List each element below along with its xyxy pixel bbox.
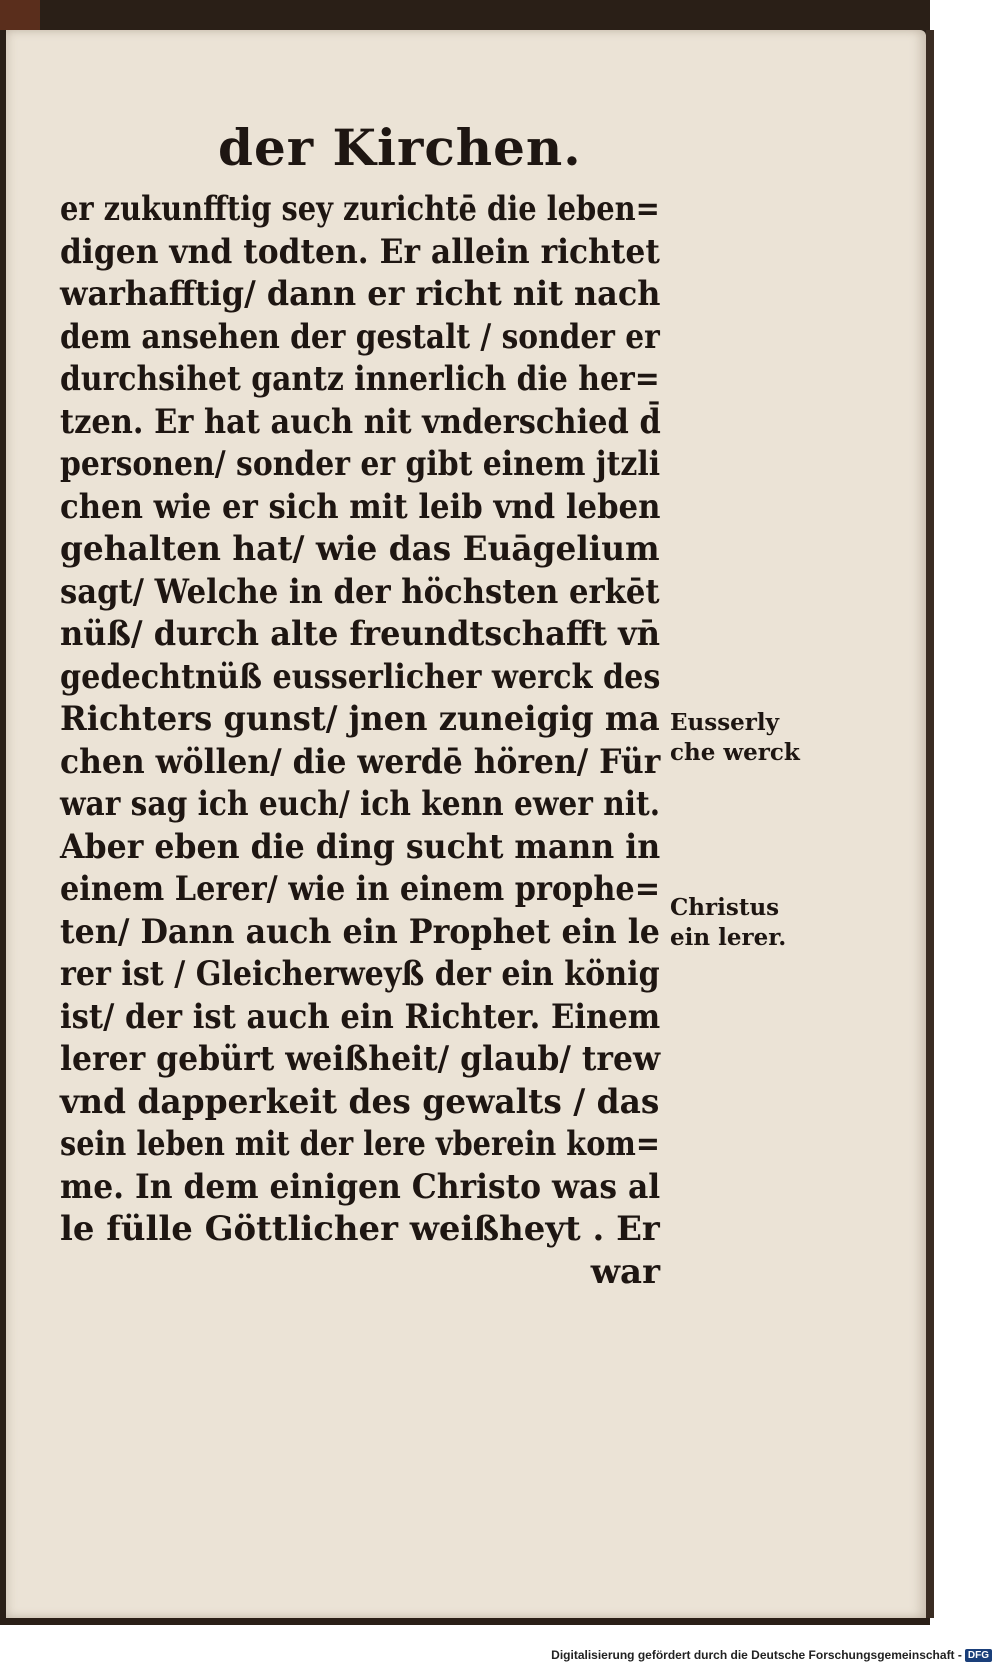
text-line: war sag ich euch/ ich kenn ewer nit.	[60, 784, 661, 824]
text-line: ten/ Dann auch ein Prophet ein le	[60, 911, 660, 952]
marginal-line: Eusserly	[670, 709, 780, 736]
body-text	[60, 188, 660, 1293]
text-line: vnd dapperkeit des gewalts / das	[60, 1081, 660, 1122]
text-line: dem ansehen der gestalt / sonder er	[60, 316, 660, 357]
marginal-note-christus-ein-lerer	[670, 893, 786, 953]
catchword: war	[590, 1251, 660, 1292]
marginal-note-eusserliche-werck	[670, 708, 800, 768]
text-line: ist/ der ist auch ein Richter. Einem	[60, 996, 661, 1037]
text-line: chen wie er sich mit leib vnd leben	[60, 486, 661, 527]
running-head: der Kirchen.	[218, 118, 582, 177]
text-line: le fülle Göttlicher weißheyt . Er	[60, 1209, 660, 1249]
text-line: gedechtnüß eusserlicher werck des	[60, 656, 661, 697]
text-line: warhafftig/ dann er richt nit nach	[60, 274, 661, 314]
text-line: Aber eben die ding sucht mann in	[60, 826, 661, 867]
text-line: einem Lerer/ wie in einem prophe=	[60, 869, 661, 909]
dfg-logo: DFG	[965, 1649, 992, 1662]
page-edge-shadow	[926, 30, 934, 1618]
text-line: er zukunfftig sey zurichtē die leben=	[60, 189, 660, 229]
text-line: durchsihet gantz innerlich die her=	[60, 359, 660, 399]
text-line: digen vnd todten. Er allein richtet	[60, 231, 660, 272]
digitization-credit	[0, 1648, 992, 1662]
text-line: sein leben mit der lere vberein kom=	[60, 1124, 660, 1164]
text-line: sagt/ Welche in der höchsten erkēt	[60, 571, 660, 612]
marginal-line: ein lerer.	[670, 924, 787, 951]
text-line: personen/ sonder er gibt einem jtzli	[60, 444, 661, 484]
text-line: rer ist / Gleicherweyß der ein könig	[60, 954, 660, 994]
marginal-line: che werck	[670, 739, 800, 766]
text-line: nüß/ durch alte freundtschafft vn̄	[60, 614, 660, 654]
text-line: lerer gebürt weißheit/ glaub/ trew	[60, 1039, 661, 1079]
text-line: gehalten hat/ wie das Euāgelium	[60, 529, 660, 569]
marginal-line: Christus	[670, 894, 780, 921]
text-line: Richters gunst/ jnen zuneigig ma	[60, 699, 660, 739]
text-line: me. In dem einigen Christo was al	[60, 1166, 661, 1207]
text-line: tzen. Er hat auch nit vnderschied d̄	[60, 401, 661, 442]
cover-corner	[0, 0, 40, 30]
text-line: chen wöllen/ die werdē hören/ Für	[60, 741, 661, 782]
credit-text: Digitalisierung gefördert durch die Deutsche Forschungsgemeinschaft -	[551, 1648, 962, 1662]
